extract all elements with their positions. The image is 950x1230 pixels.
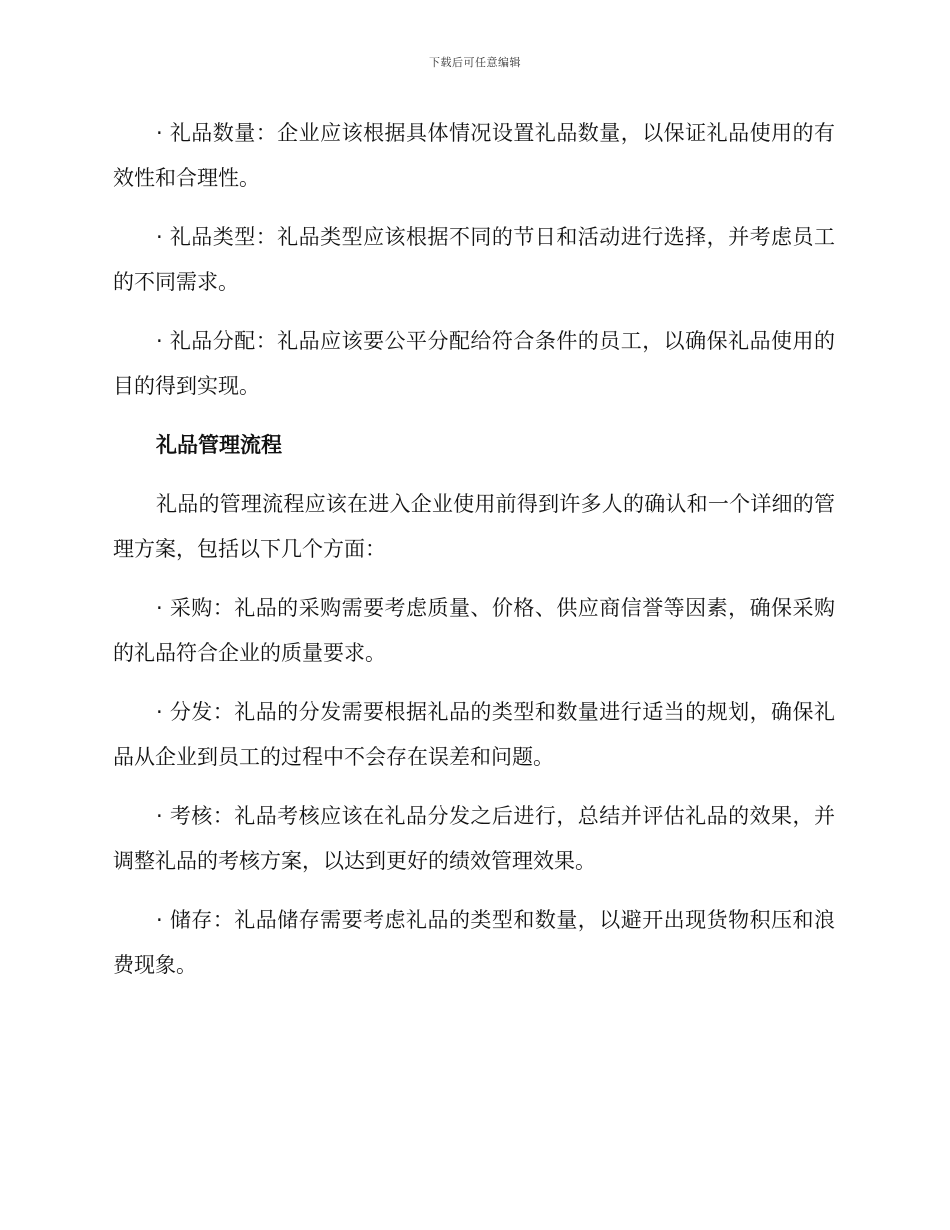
page-header: 下载后可任意编辑: [429, 56, 521, 69]
paragraph-procurement: · 采购：礼品的采购需要考虑质量、价格、供应商信誉等因素，确保采购的礼品符合企业的质量要求。: [113, 596, 835, 665]
paragraph-assessment: · 考核：礼品考核应该在礼品分发之后进行，总结并评估礼品的效果，并调整礼品的考核方案，以达到更好的绩效管理效果。: [113, 804, 835, 873]
paragraph-gift-quantity: · 礼品数量：企业应该根据具体情况设置礼品数量，以保证礼品使用的有效性和合理性。: [113, 121, 835, 190]
paragraph-gift-type: · 礼品类型：礼品类型应该根据不同的节日和活动进行选择，并考虑员工的不同需求。: [113, 225, 835, 294]
paragraph-storage: · 储存：礼品储存需要考虑礼品的类型和数量，以避开出现货物积压和浪费现象。: [113, 908, 835, 977]
paragraph-process-intro: 礼品的管理流程应该在进入企业使用前得到许多人的确认和一个详细的管理方案，包括以下几个方面：: [113, 492, 835, 561]
paragraph-distribution: · 分发：礼品的分发需要根据礼品的类型和数量进行适当的规划，确保礼品从企业到员工的过程中不会存在误差和问题。: [113, 700, 835, 769]
section-heading: 礼品管理流程: [156, 433, 282, 457]
paragraph-gift-allocation: · 礼品分配：礼品应该要公平分配给符合条件的员工，以确保礼品使用的目的得到实现。: [113, 329, 835, 398]
document-body: [113, 111, 835, 1002]
